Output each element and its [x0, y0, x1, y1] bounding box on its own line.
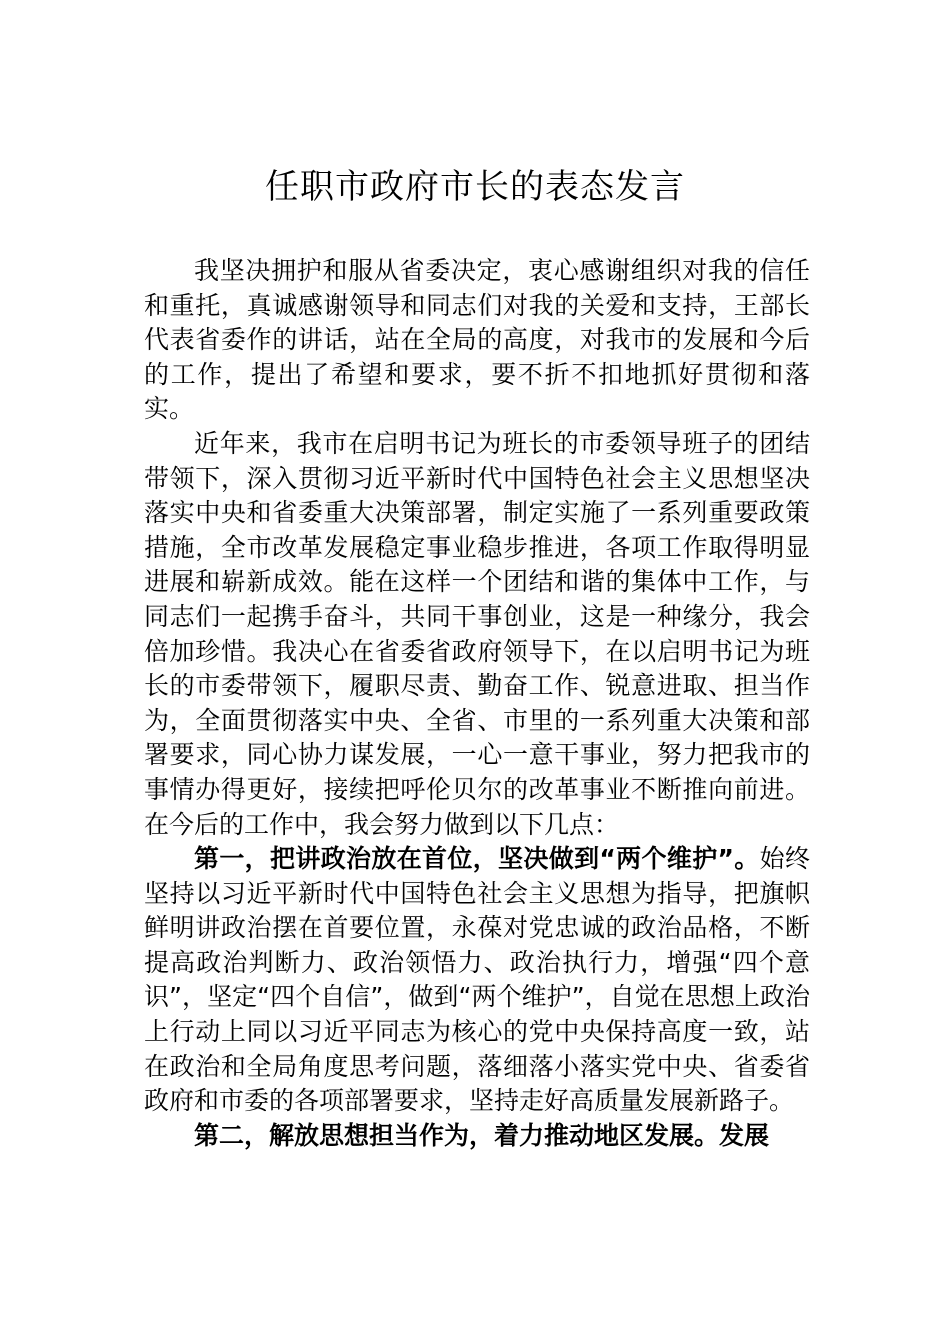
paragraph-lead: 第二，解放思想担当作为，着力推动地区发展。发展 — [194, 1120, 770, 1150]
document-body — [144, 254, 810, 1153]
paragraph-2 — [144, 427, 810, 842]
paragraph-1 — [144, 254, 810, 427]
paragraph-lead: 第一，把讲政治放在首位，坚决做到“两个维护”。 — [194, 844, 760, 874]
page-title: 任职市政府市长的表态发言 — [265, 167, 685, 207]
paragraph-text: 始终坚持以习近平新时代中国特色社会主义思想为指导，把旗帜鲜明讲政治摆在首要位置，永葆对党忠诚的政治品格，不断提高政治判断力、政治领悟力、政治执行力，增强“四个意识”，坚定“四个自信”，做到“两个维护”，自觉在思想上政治上行动上同以习近平同志为核心的党中央保持高度一致，站在政治和全局角度思考问题，落细落小落实党中央、省委省政府和市委的各项部署要求，坚持走好高质量发展新路子。 — [144, 844, 810, 1116]
paragraph-3 — [144, 842, 810, 1119]
paragraph-text: 我坚决拥护和服从省委决定，衷心感谢组织对我的信任和重托，真诚感谢领导和同志们对我的关爱和支持，王部长代表省委作的讲话，站在全局的高度，对我市的发展和今后的工作，提出了希望和要求，要不折不扣地抓好贯彻和落实。 — [144, 256, 810, 424]
paragraph-4 — [144, 1119, 810, 1154]
paragraph-text: 近年来，我市在启明书记为班长的市委领导班子的团结带领下，深入贯彻习近平新时代中国特色社会主义思想坚决落实中央和省委重大决策部署，制定实施了一系列重要政策措施，全市改革发展稳定事业稳步推进，各项工作取得明显进展和崭新成效。能在这样一个团结和谐的集体中工作，与同志们一起携手奋斗，共同干事创业，这是一种缘分，我会倍加珍惜。我决心在省委省政府领导下，在以启明书记为班长的市委带领下，履职尽责、勤奋工作、锐意进取、担当作为，全面贯彻落实中央、全省、市里的一系列重大决策和部署要求，同心协力谋发展，一心一意干事业，努力把我市的事情办得更好，接续把呼伦贝尔的改革事业不断推向前进。在今后的工作中，我会努力做到以下几点： — [144, 428, 810, 839]
